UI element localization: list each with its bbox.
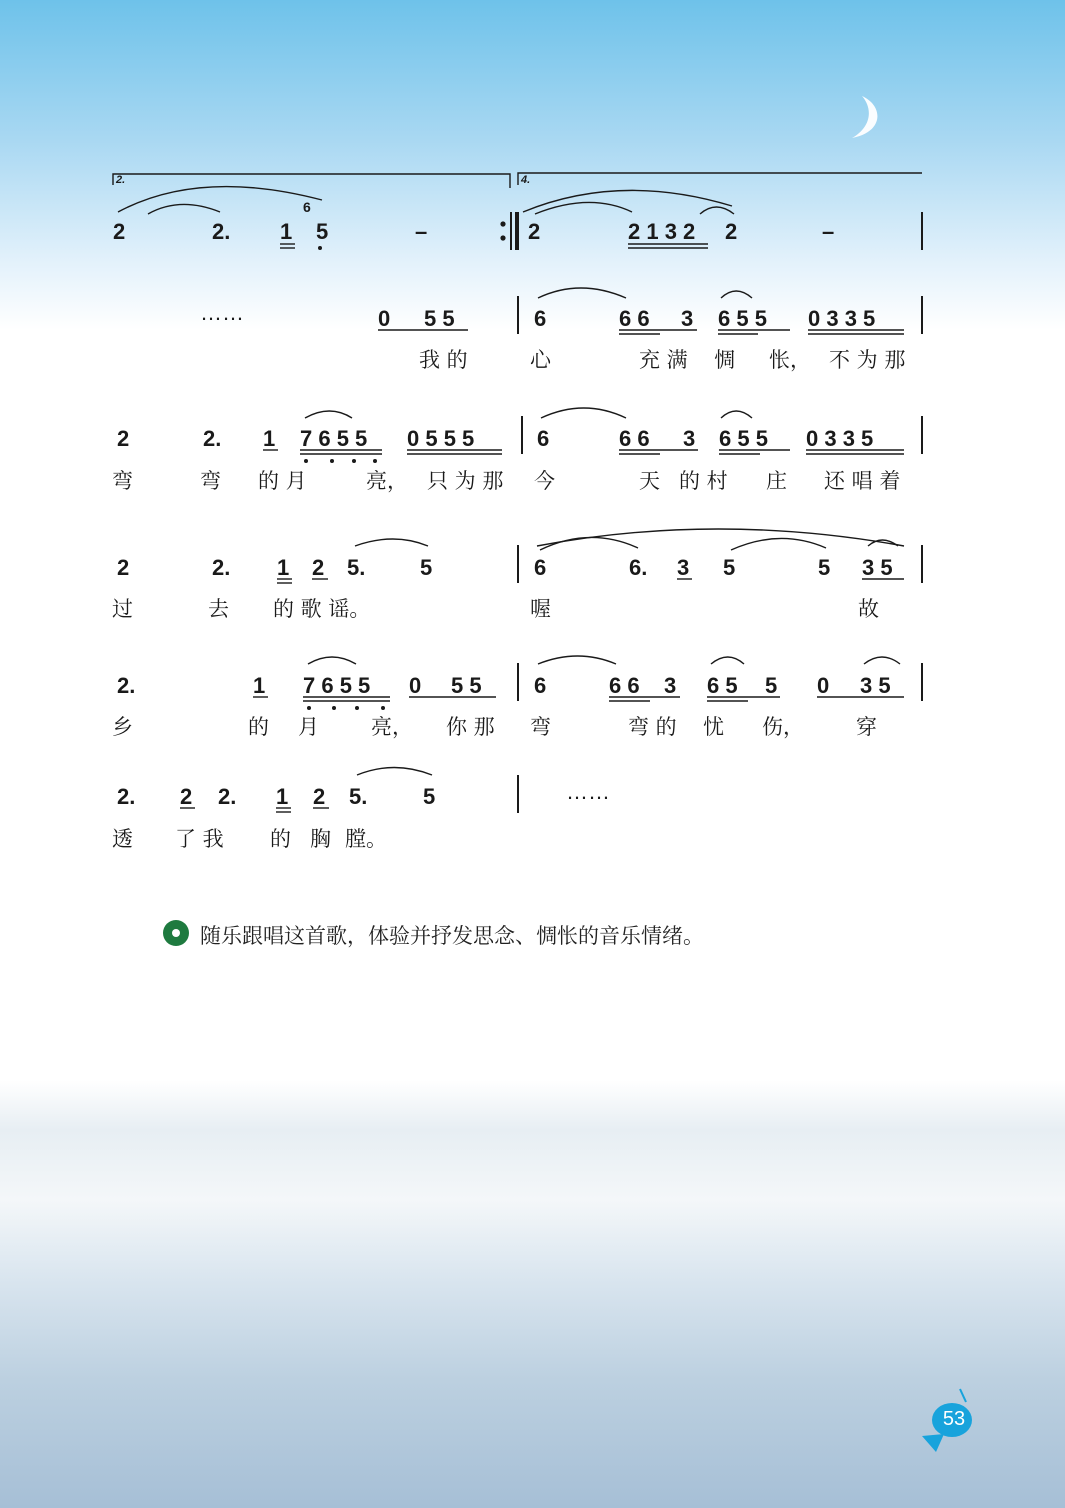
note: 0 3 3 5 xyxy=(808,306,876,331)
lyric: 还 唱 着 xyxy=(824,469,901,493)
note: – xyxy=(415,219,428,244)
note: 2 xyxy=(725,219,738,244)
note: 2. xyxy=(218,784,237,809)
note: 5 5 xyxy=(424,306,455,331)
note: 5 xyxy=(423,784,436,809)
note: 5 xyxy=(723,555,736,580)
lyric: 弯 xyxy=(112,469,133,493)
lyric: 的 xyxy=(270,827,291,851)
lyric: 庄 xyxy=(766,469,787,493)
lyric: 穿 xyxy=(856,715,877,739)
lyric: 透 xyxy=(112,827,133,851)
lyric: 月 xyxy=(298,715,319,739)
note: 3 xyxy=(683,426,696,451)
note: 3 xyxy=(677,555,690,580)
lyric: 的 村 xyxy=(679,469,728,493)
note: 2 xyxy=(117,426,130,451)
note: 6 6 xyxy=(619,306,650,331)
lyric: 故 xyxy=(858,597,879,621)
lyric: 喔 xyxy=(530,597,551,621)
lyric: 只 为 那 xyxy=(427,469,504,493)
lyric: 伤， xyxy=(762,715,804,739)
note: 5 xyxy=(316,219,329,244)
lyric: 的 xyxy=(248,715,269,739)
note: 6 5 xyxy=(707,673,738,698)
note: 5. xyxy=(347,555,366,580)
lyric: 亮， xyxy=(366,469,408,493)
note: 6 xyxy=(534,673,547,698)
note: 0 xyxy=(817,673,830,698)
note: 2 xyxy=(180,784,193,809)
note: 0 xyxy=(378,306,391,331)
lyric: 亮， xyxy=(371,715,413,739)
lyric: 去 xyxy=(208,597,229,621)
note: 6. xyxy=(629,555,648,580)
note: 3 xyxy=(664,673,677,698)
lyric: 过 xyxy=(112,597,133,621)
note: 5. xyxy=(349,784,368,809)
lyric: 弯 xyxy=(530,715,551,739)
lyric: 弯 xyxy=(200,469,221,493)
lyric: 我 的 xyxy=(419,348,468,372)
lyric: 膛。 xyxy=(345,827,387,851)
lyric: 不 为 那 xyxy=(829,348,906,372)
lyric: 胸 xyxy=(310,827,331,851)
note: 0 xyxy=(409,673,422,698)
note: 2. xyxy=(212,555,231,580)
note: 3 xyxy=(681,306,694,331)
note: 2 xyxy=(313,784,326,809)
lyric: 的 歌 谣。 xyxy=(273,597,371,621)
note: 2 xyxy=(117,555,130,580)
note: 2 xyxy=(528,219,541,244)
note: 1 xyxy=(263,426,276,451)
note: 6 5 5 xyxy=(718,306,767,331)
note: 0 5 5 5 xyxy=(407,426,475,451)
lyric: 惆 xyxy=(714,348,735,372)
note: 5 xyxy=(765,673,778,698)
note: 7 6 5 5 xyxy=(300,426,368,451)
note: 1 xyxy=(277,555,290,580)
note: 6 xyxy=(303,199,311,215)
note: 5 xyxy=(818,555,831,580)
note: 1 xyxy=(253,673,266,698)
volta-fourth-label: 4. xyxy=(521,174,531,186)
page-number: 53 xyxy=(942,1408,966,1430)
note: 6 5 5 xyxy=(719,426,768,451)
ellipsis-mark: …… xyxy=(566,779,610,804)
lyric: 了 我 xyxy=(175,827,224,851)
note: 3 5 xyxy=(862,555,893,580)
note: 2 1 3 2 xyxy=(628,219,696,244)
note: 2. xyxy=(117,784,136,809)
lyric: 乡 xyxy=(112,715,133,739)
lyric: 心 xyxy=(530,348,551,372)
lyric: 今 xyxy=(534,469,555,493)
note: 2. xyxy=(117,673,136,698)
volta-second-label: 2. xyxy=(116,174,126,186)
ellipsis-mark: …… xyxy=(200,300,244,325)
note: 6 6 xyxy=(619,426,650,451)
note: 2. xyxy=(203,426,222,451)
lyric: 充 满 xyxy=(639,348,688,372)
cd-icon xyxy=(163,920,189,946)
lyric: 怅， xyxy=(769,348,811,372)
note: 5 5 xyxy=(451,673,482,698)
lyric: 的 月 xyxy=(258,469,307,493)
note: 7 6 5 5 xyxy=(303,673,371,698)
note: 3 5 xyxy=(860,673,891,698)
lyric: 弯 的 xyxy=(628,715,677,739)
note: 0 3 3 5 xyxy=(806,426,874,451)
lyric: 你 那 xyxy=(446,715,495,739)
lyric: 忧 xyxy=(703,715,724,739)
note: 6 6 xyxy=(609,673,640,698)
note: 6 xyxy=(537,426,550,451)
instruction-text: 随乐跟唱这首歌，体验并抒发思念、惆怅的音乐情绪。 xyxy=(200,924,704,948)
note: – xyxy=(822,219,835,244)
note: 2 xyxy=(312,555,325,580)
note: 6 xyxy=(534,555,547,580)
lyric: 天 xyxy=(639,469,660,493)
note: 1 xyxy=(280,219,293,244)
note: 5 xyxy=(420,555,433,580)
note: 1 xyxy=(276,784,289,809)
note: 6 xyxy=(534,306,547,331)
note: 2 xyxy=(113,219,126,244)
note: 2. xyxy=(212,219,231,244)
